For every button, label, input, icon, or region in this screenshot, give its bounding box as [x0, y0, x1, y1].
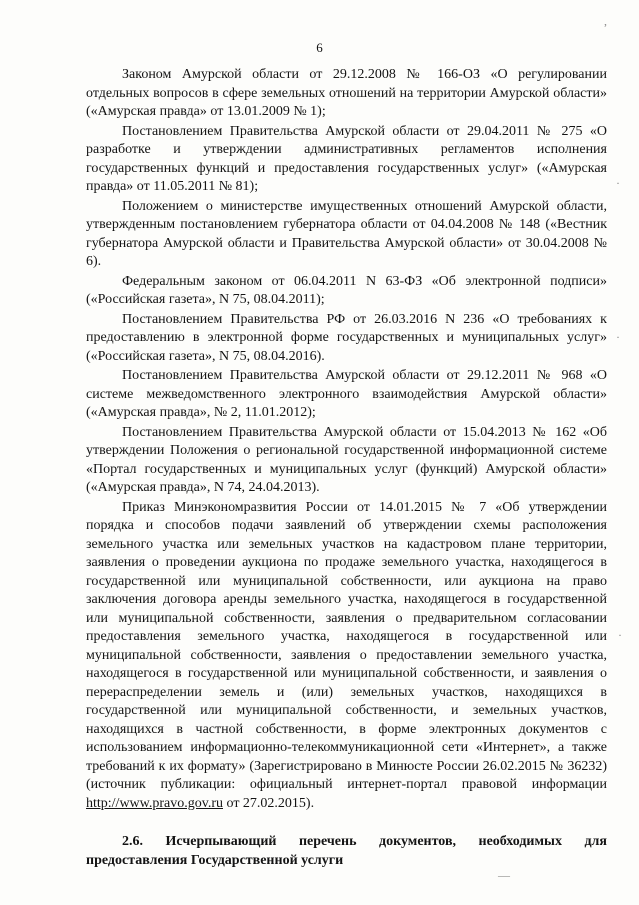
scan-mark: ·	[616, 330, 620, 344]
scan-mark: —	[498, 868, 510, 882]
page-number: 6	[316, 40, 323, 55]
legal-reference-paragraph: Федеральным законом от 06.04.2011 N 63-ФЗ «Об электронной подписи» («Российская газета», N 75, 08.04.2011);	[86, 273, 607, 307]
section-heading: 2.6. Исчерпывающий перечень документов, необходимых для предоставления Государственной услуги	[86, 834, 607, 868]
legal-reference-paragraph: Положением о министерстве имущественных отношений Амурской области, утвержденным постановлением губернатора области от 04.04.2008 № 148 («Вестник губернатора Амурской области и Правительства Амурской области» от 30.04.2008 № 6).	[86, 198, 607, 269]
scan-mark: ,	[604, 14, 607, 28]
order-paragraph	[86, 499, 607, 814]
order-paragraph-text: Приказ Минэкономразвития России от 14.01.2015 № 7 «Об утверждении порядка и способов подачи заявлений об утверждении схемы расположения земельного участка или земельных участков на кадастровом плане территории, заявления о проведении аукциона по продаже земельного участка, находящегося в государственной или муниципальной собственности, или аукциона на право заключения договора аренды земельного участка, находящегося в государственной или муниципальной собственности, заявления о предварительном согласовании предоставления земельного участка, находящегося в государственной или муниципальной собственности, заявления о предоставлении земельного участка, находящегося в государственной или муниципальной собственности, и заявления о перераспределении земель и (или) земельных участков, находящихся в государственной или муниципальной собственности, и земельных участков, находящихся в частной собственности, в форме электронных документов с использованием информационно-телекоммуникационной сети «Интернет», а также требований к их формату» (Зарегистрировано в Минюсте России 26.02.2015 № 36232) (источник публикации: официальный интернет-портал правовой информации	[86, 499, 607, 792]
order-paragraph-suffix: от 27.02.2015).	[223, 795, 315, 811]
legal-reference-paragraph: Постановлением Правительства Амурской области от 29.12.2011 № 968 «О системе межведомственного электронного взаимодействия Амурской области» («Амурская правда», № 2, 11.01.2012);	[86, 368, 607, 420]
document-body	[86, 66, 607, 870]
legal-reference-paragraph: Постановлением Правительства РФ от 26.03.2016 N 236 «О требованиях к предоставлению в электронной форме государственных и муниципальных услуг» («Российская газета», N 75, 08.04.2016).	[86, 311, 607, 364]
legal-reference-paragraph: Постановлением Правительства Амурской области от 29.04.2011 № 275 «О разработке и утверждении административных регламентов исполнения государственных функций и предоставления государственных услуг» («Амурская правда» от 11.05.2011 № 81);	[86, 123, 607, 194]
scan-mark: ·	[616, 176, 620, 190]
scan-mark: ·	[618, 628, 622, 642]
legal-reference-paragraph: Законом Амурской области от 29.12.2008 № 166-ОЗ «О регулировании отдельных вопросов в сфере земельных отношений на территории Амурской области» («Амурская правда» от 13.01.2009 № 1);	[86, 67, 607, 119]
pravo-portal-link[interactable]: http://www.pravo.gov.ru	[86, 795, 223, 811]
legal-reference-paragraph: Постановлением Правительства Амурской области от 15.04.2013 № 162 «Об утверждении Положения о региональной государственной информационной системе «Портал государственных и муниципальных услуг (функций) Амурской области» («Амурская правда», N 74, 24.04.2013).	[86, 424, 607, 495]
